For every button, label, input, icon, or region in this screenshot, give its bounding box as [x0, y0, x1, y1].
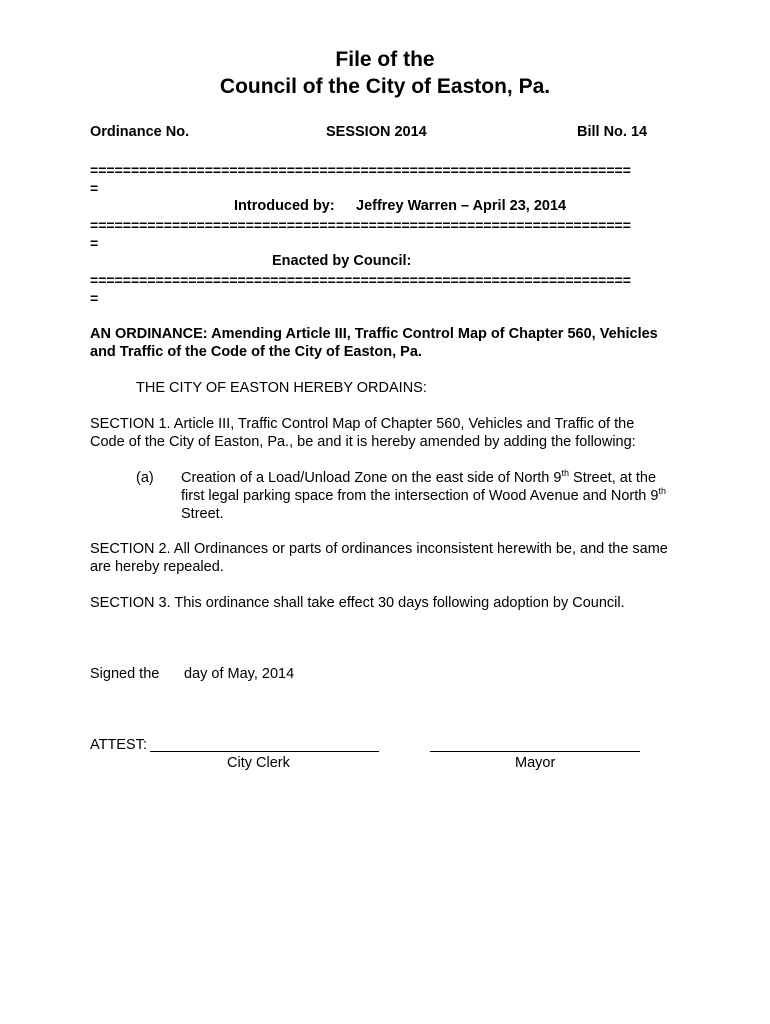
session-label: SESSION 2014	[326, 124, 427, 140]
section2-line1: SECTION 2. All Ordinances or parts of ordinances inconsistent herewith be, and the same	[90, 541, 668, 557]
section3-text: SECTION 3. This ordinance shall take effect 30 days following adoption by Council.	[90, 595, 625, 611]
ordinance-title-line1: AN ORDINANCE: Amending Article III, Traffic Control Map of Chapter 560, Vehicles	[90, 326, 658, 342]
section2-line2: are hereby repealed.	[90, 559, 224, 575]
separator-tail: =	[90, 180, 99, 196]
signed-label: Signed the	[90, 666, 160, 682]
signed-date: day of May, 2014	[184, 666, 295, 682]
section1-item-line3: Street.	[181, 506, 224, 522]
introduced-by-value: Jeffrey Warren – April 23, 2014	[356, 198, 567, 214]
separator-rule: ==================================================================	[90, 217, 631, 233]
section1-line1: SECTION 1. Article III, Traffic Control Map of Chapter 560, Vehicles and Traffic of the	[90, 416, 635, 432]
document-title-line2: Council of the City of Easton, Pa.	[219, 75, 551, 98]
section1-item-line1: Creation of a Load/Unload Zone on the east side of North 9th Street, at the	[181, 468, 657, 486]
section1-item-line2: first legal parking space from the intersection of Wood Avenue and North 9th	[181, 486, 666, 504]
section1-item-label: (a)	[136, 470, 154, 486]
mayor-signature-line	[430, 751, 640, 752]
section1-line2: Code of the City of Easton, Pa., be and it is hereby amended by adding the following:	[90, 434, 636, 450]
city-clerk-label: City Clerk	[227, 755, 290, 771]
mayor-label: Mayor	[515, 755, 556, 771]
ordains-statement: THE CITY OF EASTON HEREBY ORDAINS:	[136, 380, 427, 396]
separator-rule: ==================================================================	[90, 272, 631, 288]
attest-label: ATTEST:	[90, 737, 147, 753]
introduced-by-label: Introduced by:	[234, 198, 335, 214]
enacted-by-council-label: Enacted by Council:	[272, 253, 412, 269]
ordinance-title-line2: and Traffic of the Code of the City of Easton, Pa.	[90, 344, 422, 360]
city-clerk-signature-line	[150, 751, 379, 752]
separator-rule: ==================================================================	[90, 162, 631, 178]
separator-tail: =	[90, 235, 99, 251]
document-title-line1: File of the	[335, 48, 435, 71]
ordinance-number-label: Ordinance No.	[90, 124, 190, 140]
bill-number-label: Bill No. 14	[577, 124, 648, 140]
separator-tail: =	[90, 290, 99, 306]
